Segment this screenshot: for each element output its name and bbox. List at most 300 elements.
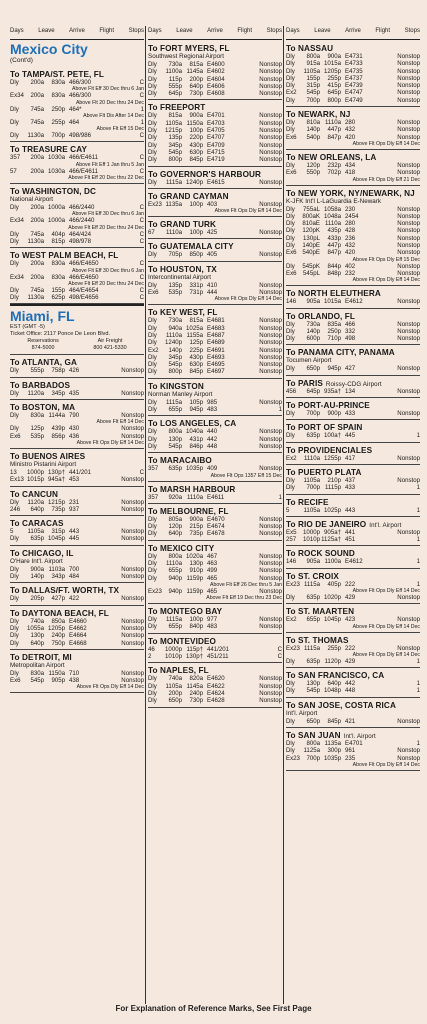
flight-row	[286, 263, 420, 270]
flight-depart: 805a	[168, 515, 182, 523]
flight-arrive: 405p	[327, 580, 341, 588]
flight-depart: 200a	[30, 217, 44, 225]
flight-number: 464*	[69, 105, 82, 113]
flight-days: Dly	[148, 567, 157, 575]
flight-row	[10, 92, 144, 99]
flight-arrive: 848p	[327, 269, 341, 277]
continued-label: (Cont'd)	[10, 57, 33, 64]
destination-title	[10, 70, 144, 79]
column-header	[286, 28, 420, 40]
flight-depart: 120p	[168, 523, 182, 531]
header-stops: Stops	[128, 28, 144, 34]
flight-arrive: 1110a	[186, 493, 203, 501]
destination-block	[148, 663, 282, 707]
destination-title	[286, 671, 420, 680]
flight-arrive: 735p	[189, 530, 203, 538]
flight-depart: 1010p	[165, 653, 182, 661]
flight-number: 409	[207, 465, 218, 473]
flight-depart: 200a	[30, 204, 44, 212]
flight-stops: C	[139, 79, 144, 86]
flight-arrive: 910p	[189, 567, 203, 575]
flight-depart: 800a	[168, 428, 182, 436]
flight-depart: 545p	[30, 677, 44, 685]
flight-arrive: 731p	[189, 289, 203, 297]
flight-stops: Nonstop	[259, 515, 282, 523]
flight-stops: Nonstop	[397, 133, 420, 141]
flight-depart: 200a	[30, 92, 44, 100]
flight-stops: Nonstop	[259, 148, 282, 156]
flight-arrive: 100p	[189, 616, 203, 624]
destination-title	[10, 549, 144, 558]
flight-row	[286, 718, 420, 725]
flight-row	[286, 227, 420, 234]
flight-depart: 1110a	[303, 454, 320, 462]
flight-row	[148, 251, 282, 258]
destination-name: To WASHINGTON, DC	[10, 187, 96, 197]
destination-name: To CANCUN	[10, 489, 59, 499]
flight-days: Ex34	[10, 217, 24, 225]
flight-days: Dly	[286, 242, 295, 250]
flight-row	[286, 581, 420, 588]
flight-number: E4678	[207, 530, 225, 538]
flight-row	[148, 339, 282, 346]
flight-stops: 1	[416, 580, 420, 588]
flight-stops: Nonstop	[259, 530, 282, 538]
destination-block	[286, 698, 420, 728]
flight-stops: Nonstop	[397, 593, 420, 601]
flight-depart: 140p	[306, 327, 320, 335]
flight-days: Dly	[148, 119, 157, 127]
flight-number: 443	[69, 528, 80, 536]
flight-days: 2	[148, 653, 152, 661]
flight-row	[10, 119, 144, 126]
flight-row	[148, 120, 282, 127]
flight-arrive: 1000a	[48, 217, 65, 225]
flight-depart: 1110a	[165, 559, 182, 567]
flight-arrive: 447p	[327, 126, 341, 134]
flight-row	[148, 332, 282, 339]
destination-block	[10, 355, 144, 377]
flight-row	[286, 536, 420, 543]
flight-arrive: 100p	[189, 200, 203, 208]
destination-name: To ST. THOMAS	[286, 635, 349, 645]
flight-number: 445	[69, 535, 80, 543]
destination-block	[286, 376, 420, 398]
flight-stops: Nonstop	[259, 559, 282, 567]
flight-days: Dly	[148, 682, 157, 690]
flight-stops: Nonstop	[259, 82, 282, 90]
flight-stops: Nonstop	[397, 126, 420, 134]
flight-number: E4703	[207, 119, 225, 127]
flight-arrive: 1030a	[48, 154, 65, 162]
flight-stops: Nonstop	[259, 353, 282, 361]
flight-arrive: 905a†	[324, 528, 341, 536]
flight-arrive: 645p	[327, 89, 341, 97]
flight-days: 146	[286, 558, 297, 566]
flight-arrive: 850a	[51, 617, 65, 625]
flight-arrive: 155p	[51, 286, 65, 294]
flight-number: 222	[345, 580, 356, 588]
flight-row	[148, 347, 282, 354]
flight-row	[10, 425, 144, 432]
flight-number: 418	[345, 169, 356, 177]
flight-stops: Nonstop	[397, 717, 420, 725]
flight-row	[286, 169, 420, 176]
flight-stops: 1	[416, 558, 420, 566]
flight-arrive: 1030a	[48, 167, 65, 175]
flight-days: Dly	[148, 689, 157, 697]
flight-number: E4624	[207, 689, 225, 697]
flight-note: Above Flt Ops Dly Eff 14 Dec	[352, 140, 420, 147]
flight-row	[148, 494, 282, 501]
destination-title	[286, 468, 420, 477]
flight-row	[10, 231, 144, 238]
flight-days: Dly	[10, 118, 19, 126]
flight-row	[148, 317, 282, 324]
flight-days: Ex23	[148, 200, 162, 208]
flight-depart: 650p	[306, 365, 320, 373]
flight-number: E4731	[345, 53, 363, 60]
city-heading: Mexico City	[10, 41, 88, 57]
flight-days: Dly	[286, 747, 295, 755]
flight-arrive: 845p	[189, 368, 203, 376]
flight-depart: 635p	[306, 593, 320, 601]
destination-block	[148, 416, 282, 453]
header-flight: Flight	[375, 28, 391, 34]
flight-days: Dly	[148, 361, 157, 369]
flight-depart: 200a	[30, 273, 44, 281]
flight-row	[286, 82, 420, 89]
flight-note: Above Flt Ops Dly Eff 21 Dec	[352, 176, 420, 183]
flight-days: Dly	[286, 740, 295, 748]
flight-depart: 645p	[168, 90, 182, 98]
flight-number: 2454	[345, 212, 359, 220]
flight-depart: 650p	[168, 697, 182, 705]
flight-days: Dly	[286, 234, 295, 242]
flight-row	[286, 558, 420, 565]
flight-arrive: 300p	[327, 747, 341, 755]
flight-row	[10, 670, 144, 677]
flight-days: Dly	[286, 687, 295, 695]
flight-number: 463	[207, 559, 218, 567]
flight-number: 332	[345, 327, 356, 335]
column-header	[10, 28, 144, 40]
destination-name: To ATLANTA, GA	[10, 358, 78, 368]
flight-row	[148, 289, 282, 296]
flight-number: E4707	[207, 134, 225, 142]
flight-row	[286, 455, 420, 462]
flight-depart: 545pK	[302, 262, 320, 270]
flight-days: Dly	[286, 96, 295, 104]
flight-arrive: 1110a	[324, 220, 341, 228]
flight-number: E4612	[345, 558, 363, 566]
flight-days: 456	[286, 387, 297, 395]
destination-block	[286, 517, 420, 547]
flight-days: Dly	[10, 498, 19, 506]
flight-row	[148, 142, 282, 149]
flight-row	[148, 646, 282, 653]
flight-number: E4691	[207, 346, 225, 354]
flight-arrive: 130p	[189, 559, 203, 567]
flight-number: E4608	[207, 90, 225, 98]
flight-depart: 755aL	[303, 205, 320, 213]
flight-number: 466/2440	[69, 204, 95, 212]
flight-row	[10, 106, 144, 113]
flight-depart: 130pL	[303, 234, 320, 242]
flight-stops: 1	[278, 406, 282, 414]
destination-block	[286, 633, 420, 669]
destination-name: To DAYTONA BEACH, FL	[10, 608, 109, 618]
flight-stops: C	[139, 273, 144, 281]
destination-title	[148, 507, 282, 516]
destination-title	[148, 170, 282, 179]
flight-number: 222	[345, 644, 356, 652]
flight-stops: Nonstop	[397, 387, 420, 395]
flight-note: Above Flt Ops Dly Eff 14 Dec	[76, 684, 144, 691]
flight-depart: 120pK	[302, 227, 320, 235]
flight-arrive: 1159p	[186, 574, 203, 582]
flight-number: 432	[345, 126, 356, 134]
flight-row	[286, 747, 420, 754]
flight-note: Above Flt Eff 26 Dec thru 5 Jan	[210, 581, 282, 588]
flight-depart: 800aK	[302, 212, 320, 220]
flight-stops: Nonstop	[397, 365, 420, 373]
flight-arrive: 1035p	[186, 465, 203, 473]
flight-row	[148, 675, 282, 682]
flight-row	[148, 149, 282, 156]
flight-row	[148, 697, 282, 704]
destination-block	[10, 606, 144, 650]
flight-depart: 155p	[306, 74, 320, 82]
flight-arrive: 735p	[51, 505, 65, 513]
flight-depart: 915a	[306, 60, 320, 68]
flight-row	[286, 97, 420, 104]
flight-stops: Nonstop	[397, 476, 420, 484]
flight-days: Dly	[10, 595, 19, 603]
flight-days: Dly	[10, 132, 19, 140]
flight-days: Dly	[10, 617, 19, 625]
destination-block	[148, 482, 282, 504]
destination-title	[286, 701, 420, 710]
flight-number: E4719	[207, 156, 225, 164]
flight-row	[10, 274, 144, 281]
flight-depart: 200a	[30, 167, 44, 175]
flight-arrive: 240p	[189, 689, 203, 697]
flight-depart: 1105a	[165, 682, 182, 690]
flight-depart: 640p	[168, 530, 182, 538]
flight-row	[10, 79, 144, 86]
flight-row	[10, 260, 144, 267]
flight-days: Dly	[148, 134, 157, 142]
flight-arrive: 1058a	[324, 205, 341, 213]
destination-title	[286, 110, 420, 119]
timetable-column-1	[10, 28, 144, 1002]
flight-depart: 545p	[168, 361, 182, 369]
flight-arrive: 435p	[327, 227, 341, 235]
destination-block	[10, 487, 144, 517]
flight-depart: 555p	[30, 367, 44, 375]
flight-depart: 1115a	[165, 616, 182, 624]
destination-airport: O'Hare Int'l. Airport	[10, 557, 63, 565]
flight-stops: Nonstop	[397, 754, 420, 762]
destination-block	[148, 504, 282, 541]
destination-block	[286, 546, 420, 568]
flight-number: 441	[345, 528, 356, 536]
flight-number: 465	[207, 587, 218, 595]
flight-depart: 120p	[306, 161, 320, 169]
flight-days: 357	[148, 493, 159, 501]
flight-row	[148, 282, 282, 289]
destination-block	[286, 604, 420, 632]
flight-row	[286, 328, 420, 335]
flight-note: Above Flt Ops 1357 Eff 15 Dec	[210, 472, 282, 479]
flight-stops: Nonstop	[121, 425, 144, 433]
destination-title	[286, 572, 420, 581]
flight-stops: Nonstop	[259, 616, 282, 624]
destination-block	[148, 541, 282, 604]
flight-days: Dly	[10, 535, 19, 543]
flight-row	[286, 507, 420, 514]
flight-stops: Nonstop	[397, 269, 420, 277]
flight-number: 134	[345, 387, 356, 395]
destination-airport: Int'l. Airport	[369, 521, 402, 529]
flight-stops: Nonstop	[121, 412, 144, 420]
flight-stops: Nonstop	[259, 675, 282, 683]
flight-depart: 645p	[306, 387, 320, 395]
destination-block	[286, 495, 420, 517]
flight-arrive: 815p	[51, 237, 65, 245]
destination-name: To LOS ANGELES, CA	[148, 419, 237, 429]
destination-name: To NEW YORK, NY/NEWARK, NJ	[286, 188, 415, 198]
flight-depart: 900a	[30, 565, 44, 573]
flight-arrive: 1205p	[324, 67, 341, 75]
destination-name: To PORT-AU-PRINCE	[286, 401, 370, 411]
flight-number: 440	[207, 428, 218, 436]
flight-depart: 740a	[30, 617, 44, 625]
flight-row	[148, 516, 282, 523]
flight-depart: 200a	[30, 154, 44, 162]
flight-depart: 655p	[168, 623, 182, 631]
flight-depart: 1055a	[27, 624, 44, 632]
flight-note: Above Flt Ops Dly Eff 15 Dec	[352, 256, 420, 263]
flight-number: 466/E4650	[69, 260, 99, 268]
flight-row	[286, 755, 420, 762]
flight-number: 430	[69, 425, 80, 433]
destination-title	[10, 452, 144, 461]
flight-arrive: 1150a	[48, 669, 65, 677]
flight-number: 420	[345, 133, 356, 141]
flight-days: Dly	[148, 552, 157, 560]
flight-number: E4628	[207, 697, 225, 705]
flight-stops: Nonstop	[397, 410, 420, 418]
flight-row	[286, 213, 420, 220]
destination-name: To NAPLES, FL	[148, 666, 209, 676]
flight-arrive: 1015a	[324, 60, 341, 68]
flight-number: 429	[345, 657, 356, 665]
flight-row	[286, 410, 420, 417]
flight-stops: Nonstop	[259, 90, 282, 98]
flight-row	[286, 60, 420, 67]
flight-depart: 745a	[30, 286, 44, 294]
flight-number: 442	[345, 680, 356, 688]
flight-stops: Nonstop	[259, 75, 282, 83]
flight-row	[286, 680, 420, 687]
flight-number: E4737	[345, 74, 363, 82]
flight-note: Above Flt Eff 30 Dec thru 6 Jan	[72, 267, 144, 274]
flight-days: Dly	[148, 523, 157, 531]
destination-title	[148, 637, 282, 646]
flight-depart: 800a	[306, 740, 320, 748]
destination-name: To GOVERNOR'S HARBOUR	[148, 169, 262, 179]
flight-stops: Nonstop	[397, 89, 420, 97]
column-header	[148, 28, 282, 40]
flight-number: 444	[207, 289, 218, 297]
flight-arrive: 1255p	[324, 454, 341, 462]
flight-row	[148, 428, 282, 435]
header-leave: Leave	[314, 28, 331, 34]
destination-name: To MELBOURNE, FL	[148, 506, 229, 516]
flight-depart: 135p	[168, 134, 182, 142]
flight-depart: 125p	[30, 425, 44, 433]
flight-depart: 1110a	[165, 229, 182, 237]
flight-stops: C	[139, 230, 144, 238]
flight-row	[148, 616, 282, 623]
destination-block	[148, 41, 282, 100]
flight-days: Ex34	[10, 273, 24, 281]
flight-stops: Nonstop	[121, 498, 144, 506]
flight-depart: 140pE	[302, 242, 320, 250]
flight-depart: 635p	[30, 535, 44, 543]
flight-stops: C	[139, 468, 144, 476]
flight-days: Dly	[286, 327, 295, 335]
flight-days: Dly	[148, 530, 157, 538]
flight-number: E4747	[345, 89, 363, 97]
air-freight-label: Air Freight	[97, 338, 123, 345]
flight-depart: 640p	[30, 505, 44, 513]
flight-stops: Nonstop	[121, 669, 144, 677]
flight-number: E4664	[69, 632, 87, 640]
flight-depart: 1105a	[27, 528, 44, 536]
flight-arrive: 830a	[51, 273, 65, 281]
flight-days: 257	[286, 536, 297, 544]
flight-arrive: 820a	[189, 675, 203, 683]
flight-stops: Nonstop	[259, 61, 282, 68]
flight-depart: 315p	[306, 82, 320, 90]
destination-name: To NASSAU	[286, 44, 334, 53]
flight-days: Dly	[148, 75, 157, 83]
column-divider	[145, 26, 146, 1004]
destination-block	[10, 546, 144, 584]
header-arrive: Arrive	[207, 28, 223, 34]
flight-number: 499	[207, 567, 218, 575]
flight-arrive: 1155a	[186, 331, 203, 339]
flight-number: 790	[69, 412, 80, 420]
destination-block	[10, 449, 144, 487]
flight-days: 357	[148, 465, 159, 473]
destination-airport: Norman Manley Airport	[148, 390, 213, 398]
flight-row	[148, 229, 282, 236]
flight-arrive: 845p	[327, 717, 341, 725]
flight-days: Dly	[148, 428, 157, 436]
destination-title	[148, 44, 282, 53]
flight-days: Ex6	[286, 249, 297, 257]
flight-row	[286, 298, 420, 305]
flight-days: Dly	[148, 317, 157, 325]
flight-depart: 745a	[30, 230, 44, 238]
destination-title	[10, 381, 144, 390]
reservations-contact	[27, 338, 58, 351]
flight-arrive: 427p	[51, 595, 65, 603]
